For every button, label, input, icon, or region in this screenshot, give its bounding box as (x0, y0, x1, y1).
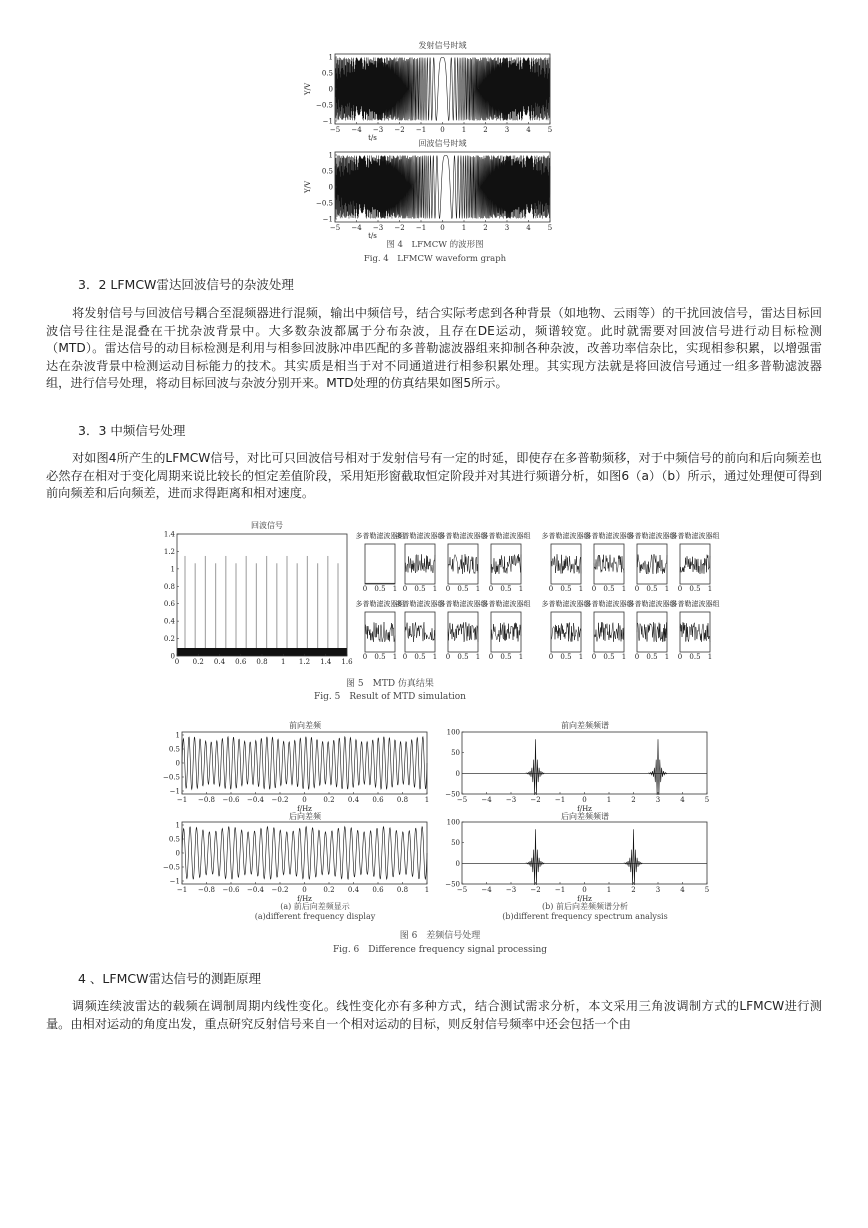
y-tick-label: 0 (170, 652, 175, 661)
fig6-backward-plot (160, 816, 440, 910)
x-axis-label: f/Hz (297, 895, 312, 903)
x-tick-label: −5 (456, 886, 468, 894)
x-tick-label: 0.4 (347, 796, 360, 804)
x-tick-label: −3 (505, 796, 517, 804)
x-tick-label: 5 (547, 224, 553, 232)
filter-title: 多普勒滤波器组 (670, 532, 720, 540)
x-axis-label: t/s (368, 134, 377, 142)
x-tick-label: −1 (176, 796, 188, 804)
x-tick-label: 2 (483, 224, 488, 232)
fig6-forward-plot (160, 726, 440, 820)
x-tick-label: −2 (394, 224, 405, 232)
fig4-caption-cn: 图 4 LFMCW 的波形图 (386, 240, 484, 250)
section-3-2-heading: 3．2 LFMCW雷达回波信号的杂波处理 (78, 277, 294, 292)
x-tick-label: −4 (481, 886, 492, 894)
filter-x-tick: 0 (402, 653, 408, 661)
filter-frame (551, 544, 581, 584)
fig5-main-title: 回波信号 (251, 521, 283, 530)
x-axis-label: f/Hz (577, 805, 592, 813)
fig6-title-forward: 前向差频 (289, 721, 321, 730)
x-tick-label: 1 (461, 126, 467, 134)
section-4-heading: 4 、LFMCW雷达信号的测距原理 (78, 971, 261, 986)
filter-title: 多普勒滤波器组 (395, 600, 445, 608)
y-tick-label: 50 (451, 749, 460, 758)
x-tick-label: 0 (440, 224, 445, 232)
x-axis-label: f/Hz (297, 805, 312, 813)
filter-x-tick: 0 (677, 585, 683, 593)
x-tick-label: 1 (281, 658, 286, 666)
filter-x-tick: 0 (362, 653, 368, 661)
filter-x-tick: 1 (392, 585, 398, 593)
x-tick-label: 5 (547, 126, 553, 134)
filter-x-tick: 0.5 (646, 653, 658, 661)
y-tick-label: 0.5 (168, 835, 180, 844)
section-3-3-text: 对如图4所产生的LFMCW信号，对比可只回波信号相对于发射信号有一定的时延，即使存在多普勒频移，对于中频信号的前向和后向频差也必然存在相对于变化周期来说比较长的恒定差值阶段，采用矩形窗截取恒定阶段并对其进行频谱分析，如图6（a）（b）所示，通过处理便可得到前向频差和后向频差，进而求得距离和相对速度。 (46, 451, 822, 500)
x-tick-label: 3 (504, 224, 510, 232)
fig6-caption-cn: 图 6 差频信号处理 (399, 931, 481, 941)
filter-noise (637, 554, 667, 574)
filter-x-tick: 0.5 (603, 653, 615, 661)
fig4-tx-plot (300, 50, 570, 150)
filter-noise (448, 622, 478, 642)
x-tick-label: 5 (704, 886, 710, 894)
filter-noise (551, 623, 581, 642)
x-tick-label: −5 (456, 796, 468, 804)
x-tick-label: 0.6 (235, 658, 247, 666)
waveform-line (335, 58, 550, 121)
figure-6 (160, 718, 720, 958)
spectrum-peak (648, 739, 667, 795)
fig5-filter-bank (353, 518, 720, 668)
y-tick-label: 0.5 (321, 69, 333, 78)
filter-frame (637, 544, 667, 584)
filter-x-tick: 0.5 (646, 585, 658, 593)
y-tick-label: −0.5 (163, 863, 180, 872)
filter-noise (405, 554, 435, 573)
x-tick-label: 0 (582, 886, 587, 894)
x-tick-label: −0.8 (198, 796, 215, 804)
section-3-3-heading: 3．3 中频信号处理 (78, 423, 186, 438)
filter-title: 多普勒滤波器组 (355, 600, 405, 608)
y-tick-label: 0 (175, 759, 180, 768)
x-tick-label: −0.8 (198, 886, 215, 894)
filter-x-tick: 0 (591, 585, 597, 593)
filter-frame (680, 544, 710, 584)
filter-title: 多普勒滤波器组 (541, 532, 591, 540)
filter-x-tick: 0.5 (689, 653, 701, 661)
x-tick-label: −4 (351, 126, 362, 134)
waveform-line (335, 156, 550, 219)
fig6-forward-spectrum-plot (440, 726, 720, 820)
fig5-caption-cn: 图 5 MTD 仿真结果 (346, 679, 434, 689)
y-tick-label: 100 (446, 728, 460, 737)
x-tick-label: 0.8 (396, 886, 409, 894)
filter-x-tick: 1 (664, 585, 670, 593)
x-tick-label: 2 (631, 796, 636, 804)
y-tick-label: −1 (169, 877, 180, 886)
fig4-tx-title: 发射信号时域 (418, 41, 467, 50)
filter-x-tick: 0.5 (560, 585, 572, 593)
filter-x-tick: 1 (432, 653, 438, 661)
x-tick-label: −0.4 (247, 886, 264, 894)
x-tick-label: 1 (424, 886, 430, 894)
filter-x-tick: 0 (362, 585, 368, 593)
x-tick-label: 1 (606, 796, 612, 804)
x-tick-label: 3 (655, 796, 661, 804)
filter-noise (491, 623, 521, 642)
x-tick-label: 4 (526, 224, 531, 232)
fig6-title-backward-spectrum: 后向差频频谱 (561, 812, 609, 821)
x-tick-label: −5 (329, 224, 341, 232)
x-tick-label: −2 (530, 886, 541, 894)
filter-noise (680, 622, 710, 642)
x-tick-label: −1 (554, 886, 566, 894)
filter-x-tick: 1 (707, 653, 713, 661)
y-tick-label: −1 (322, 215, 333, 224)
filter-x-tick: 0 (591, 653, 597, 661)
x-tick-label: −2 (394, 126, 405, 134)
x-tick-label: −0.6 (222, 886, 240, 894)
y-tick-label: 1.4 (163, 530, 175, 539)
x-tick-label: 1.2 (298, 658, 311, 666)
x-tick-label: 1 (606, 886, 612, 894)
filter-x-tick: 1 (518, 585, 524, 593)
x-tick-label: 5 (704, 796, 710, 804)
y-tick-label: −1 (322, 117, 333, 126)
y-tick-label: 1 (175, 821, 180, 830)
y-tick-label: 1 (328, 151, 333, 160)
y-tick-label: 0.5 (321, 167, 333, 176)
filter-title: 多普勒滤波器组 (355, 532, 405, 540)
x-tick-label: −2 (530, 796, 541, 804)
filter-noise (491, 554, 521, 574)
spectrum-peak (526, 739, 545, 795)
plot-frame (177, 534, 347, 656)
y-tick-label: 1.2 (163, 547, 175, 556)
filter-frame (491, 544, 521, 584)
figure-4 (300, 36, 570, 266)
x-tick-label: 3 (504, 126, 510, 134)
fig4-rx-title: 回波信号时域 (418, 139, 467, 148)
beat-line (182, 737, 427, 790)
fig5-main-plot (155, 526, 355, 676)
y-tick-label: 1 (175, 731, 180, 740)
section-3-2-text: 将发射信号与回波信号耦合至混频器进行混频，输出中频信号，结合实际考虑到各种背景（如地物、云雨等）的干扰回波信号，雷达目标回波信号往往是混叠在干扰杂波背景中。大多数杂波都属于分布杂波，且存在DE运动，频谱较宽。此时就需要对回波信号进行动目标检测（MTD）。雷达信号的动目标检测是利用与相参回波脉冲串匹配的多普勒滤波器组来抑制各种杂波，改善功率信杂比，实现相参积累，以增强雷达在杂波背景中检测运动目标能力的技术。其实质是相当于对不同通道进行相参积累处理。其实现方法就是将回波信号通过一组多普勒滤波器组，进行信号处理，将动目标回波与杂波分别开来。MTD处理的仿真结果如图5所示。 (46, 306, 822, 390)
y-tick-label: 1 (170, 565, 175, 574)
plot-frame (462, 732, 707, 794)
filter-title: 多普勒滤波器组 (627, 532, 677, 540)
y-axis-label: Y/V (304, 82, 312, 96)
y-tick-label: 100 (446, 818, 460, 827)
x-tick-label: −0.2 (271, 886, 289, 894)
filter-title: 多普勒滤波器组 (438, 532, 488, 540)
y-tick-label: 50 (451, 839, 460, 848)
fig4-caption-en: Fig. 4 LFMCW waveform graph (363, 254, 507, 264)
x-tick-label: 0.6 (372, 796, 384, 804)
fig6-sub-b-cn: (b) 前后向差频频谱分析 (542, 902, 628, 911)
fig6-title-backward: 后向差频 (289, 812, 321, 821)
filter-x-tick: 0.5 (689, 585, 701, 593)
x-tick-label: −0.6 (222, 796, 240, 804)
filter-noise (551, 554, 581, 573)
figure-5 (155, 516, 720, 721)
fig5-caption-en: Fig. 5 Result of MTD simulation (314, 692, 466, 702)
x-tick-label: 0.4 (347, 886, 360, 894)
filter-x-tick: 1 (475, 585, 481, 593)
filter-noise (448, 554, 478, 574)
y-tick-label: −1 (169, 787, 180, 796)
x-tick-label: 1 (461, 224, 467, 232)
x-tick-label: 4 (680, 886, 685, 894)
x-tick-label: −0.4 (247, 796, 264, 804)
x-tick-label: −4 (481, 796, 492, 804)
x-tick-label: −1 (415, 224, 427, 232)
y-tick-label: 0.4 (163, 617, 175, 626)
filter-x-tick: 0 (402, 585, 408, 593)
x-tick-label: 1 (424, 796, 430, 804)
y-tick-label: −0.5 (316, 101, 333, 110)
filter-x-tick: 1 (664, 653, 670, 661)
filter-title: 多普勒滤波器组 (395, 532, 445, 540)
y-tick-label: −50 (445, 880, 460, 889)
x-tick-label: 3 (655, 886, 661, 894)
y-tick-label: 0 (328, 183, 333, 192)
filter-x-tick: 1 (432, 585, 438, 593)
y-tick-label: 0.8 (163, 582, 175, 591)
x-tick-label: 2 (483, 126, 488, 134)
beat-line (182, 827, 427, 879)
x-tick-label: −5 (329, 126, 341, 134)
filter-x-tick: 0.5 (457, 585, 469, 593)
y-tick-label: −0.5 (163, 773, 180, 782)
filter-x-tick: 0.5 (603, 585, 615, 593)
filter-x-tick: 0.5 (500, 585, 512, 593)
filter-title: 多普勒滤波器组 (541, 600, 591, 608)
filter-x-tick: 0 (548, 653, 554, 661)
plot-frame (462, 822, 707, 884)
filter-x-tick: 1 (475, 653, 481, 661)
fig6-title-forward-spectrum: 前向差频频谱 (561, 721, 609, 730)
y-tick-label: 0 (455, 859, 460, 868)
x-tick-label: −3 (372, 224, 384, 232)
filter-x-tick: 0 (634, 585, 640, 593)
filter-x-tick: 1 (621, 653, 627, 661)
spectrum-peak (624, 829, 643, 885)
filter-x-tick: 0.5 (374, 585, 386, 593)
x-tick-label: −1 (415, 126, 427, 134)
filter-noise (637, 622, 667, 642)
x-tick-label: 4 (526, 126, 531, 134)
filter-frame (365, 544, 395, 584)
y-tick-label: 0.2 (163, 635, 175, 644)
y-axis-label: Y/V (304, 180, 312, 194)
x-tick-label: −0.2 (271, 796, 289, 804)
x-tick-label: −3 (505, 886, 517, 894)
spectrum-peak (526, 829, 545, 885)
filter-x-tick: 1 (621, 585, 627, 593)
filter-noise (405, 622, 435, 642)
x-tick-label: 0 (582, 796, 587, 804)
x-tick-label: 1.4 (320, 658, 332, 666)
filter-x-tick: 0.5 (500, 653, 512, 661)
y-tick-label: −50 (445, 790, 460, 799)
filter-x-tick: 0.5 (414, 653, 426, 661)
filter-x-tick: 1 (392, 653, 398, 661)
filter-title: 多普勒滤波器组 (584, 532, 634, 540)
x-tick-label: 0.8 (256, 658, 268, 666)
x-tick-label: −1 (176, 886, 188, 894)
x-tick-label: −1 (554, 796, 566, 804)
filter-x-tick: 0.5 (374, 653, 386, 661)
filter-x-tick: 0 (488, 585, 494, 593)
fig6-backward-spectrum-plot (440, 816, 720, 910)
x-tick-label: −3 (372, 126, 384, 134)
y-tick-label: 0.5 (168, 745, 180, 754)
filter-x-tick: 0 (634, 653, 640, 661)
filter-noise (680, 555, 710, 574)
filter-x-tick: 1 (518, 653, 524, 661)
filter-x-tick: 0.5 (560, 653, 572, 661)
filter-x-tick: 0.5 (414, 585, 426, 593)
filter-frame (365, 612, 395, 652)
fig6-caption-en: Fig. 6 Difference frequency signal processing (332, 945, 548, 955)
x-tick-label: 0.4 (213, 658, 226, 666)
section-4-text: 调频连续波雷达的载频在调制周期内线性变化。线性变化亦有多种方式，结合测试需求分析，本文采用三角波调制方式的LFMCW进行测量。由相对运动的角度出发，重点研究反射信号来自一个相对运动的目标，则反射信号频率中还会包括一个由 (46, 999, 822, 1031)
x-tick-label: 0 (302, 796, 307, 804)
filter-title: 多普勒滤波器组 (438, 600, 488, 608)
filter-x-tick: 1 (707, 585, 713, 593)
y-tick-label: −0.5 (316, 199, 333, 208)
filter-frame (594, 544, 624, 584)
filter-x-tick: 0 (445, 653, 451, 661)
x-tick-label: 0.2 (323, 886, 335, 894)
filter-x-tick: 1 (578, 585, 584, 593)
x-axis-label: t/s (368, 232, 377, 240)
y-tick-label: 1 (328, 53, 333, 62)
filter-noise (594, 555, 624, 573)
filter-x-tick: 0 (445, 585, 451, 593)
y-tick-label: 0 (175, 849, 180, 858)
y-tick-label: 0.6 (163, 600, 175, 609)
filter-title: 多普勒滤波器组 (584, 600, 634, 608)
filter-title: 多普勒滤波器组 (627, 600, 677, 608)
filter-x-tick: 0 (677, 653, 683, 661)
filter-x-tick: 0.5 (457, 653, 469, 661)
filter-noise (594, 622, 624, 642)
filter-x-tick: 0 (548, 585, 554, 593)
x-tick-label: 0 (174, 658, 180, 666)
x-tick-label: 2 (631, 886, 636, 894)
filter-title: 多普勒滤波器组 (481, 600, 531, 608)
filter-x-tick: 1 (578, 653, 584, 661)
x-tick-label: 0.2 (192, 658, 204, 666)
x-tick-label: 0 (440, 126, 445, 134)
filter-noise (365, 622, 395, 642)
fig6-sub-b-en: (b)different frequency spectrum analysis (502, 912, 668, 921)
x-tick-label: 4 (680, 796, 685, 804)
filter-title: 多普勒滤波器组 (670, 600, 720, 608)
x-tick-label: 0.2 (323, 796, 335, 804)
filter-title: 多普勒滤波器组 (481, 532, 531, 540)
y-tick-label: 0 (328, 85, 333, 94)
filter-x-tick: 0 (488, 653, 494, 661)
x-axis-label: f/Hz (577, 895, 592, 903)
x-tick-label: 0.8 (396, 796, 409, 804)
x-tick-label: 0 (302, 886, 307, 894)
x-tick-label: 1.6 (341, 658, 353, 666)
y-tick-label: 0 (455, 769, 460, 778)
fig6-sub-a-en: (a)different frequency display (254, 912, 376, 921)
fig6-sub-a-cn: (a) 前后向差频显示 (280, 902, 350, 911)
x-tick-label: 0.6 (372, 886, 384, 894)
x-tick-label: −4 (351, 224, 362, 232)
